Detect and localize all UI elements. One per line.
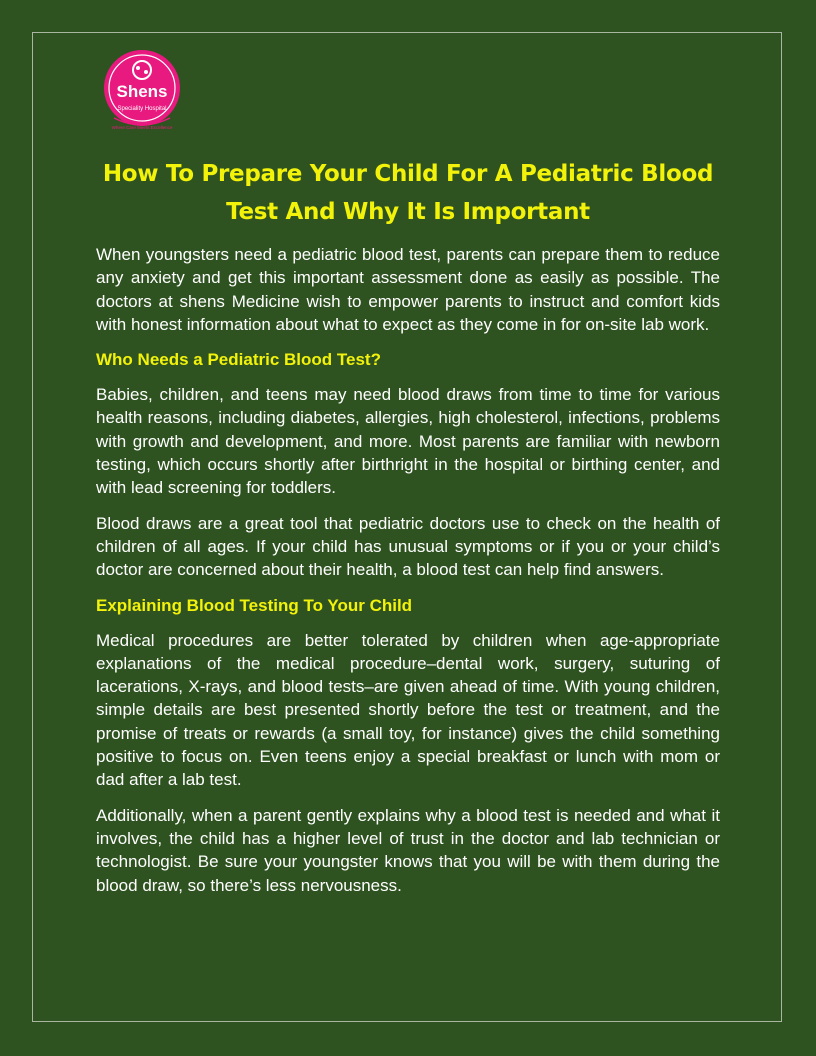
article-body — [96, 243, 720, 909]
hospital-logo — [102, 48, 182, 132]
explaining-paragraph-1: Medical procedures are better tolerated by children when age-appropriate explanations of the medical procedure–dental work, surgery, suturing of lacerations, X-rays, and blood tests–are given ahead of time. With young children, simple details are best presented shortly before the test or treatment, and the promise of treats or rewards (a small toy, for instance) gives the child something positive to focus on. Even teens enjoy a special breakfast or lunch with mom or dad after a lab test. — [96, 630, 720, 790]
explaining-paragraph-2: Additionally, when a parent gently explains why a blood test is needed and what it involves, the child has a higher level of trust in the doctor and lab technician or technologist. Be sure your youngster knows that you will be with them during the blood draw, so there’s less nervousness. — [96, 805, 720, 895]
logo-badge-icon — [102, 48, 182, 132]
who-needs-paragraph-1: Babies, children, and teens may need blood draws from time to time for various health reasons, including diabetes, allergies, high cholesterol, infections, problems with growth and development, and more. Most parents are familiar with newborn testing, which occurs shortly after birthright in the hospital or birthing center, and with lead screening for toddlers. — [96, 385, 720, 498]
who-needs-paragraph-2: Blood draws are a great tool that pediatric doctors use to check on the health of children of all ages. If your child has unusual symptoms or if you or your child’s doctor are concerned about their health, a blood test can help find answers. — [96, 513, 720, 580]
intro-paragraph: When youngsters need a pediatric blood test, parents can prepare them to reduce any anxiety and get this important assessment done as easily as possible. The doctors at shens Medicine wish to empower parents to instruct and comfort kids with honest information about what to expect as they come in for on-site lab work. — [96, 245, 720, 334]
section-heading-who-needs: Who Needs a Pediatric Blood Test? — [96, 350, 381, 370]
page-title: How To Prepare Your Child For A Pediatric Blood Test And Why It Is Important — [102, 161, 714, 225]
logo-brand-text: Shens — [116, 82, 168, 101]
logo-tagline: Where Care Meets Excellence — [111, 125, 173, 130]
logo-sub-text: Speciality Hospital — [117, 106, 167, 112]
section-heading-explaining: Explaining Blood Testing To Your Child — [96, 595, 413, 615]
